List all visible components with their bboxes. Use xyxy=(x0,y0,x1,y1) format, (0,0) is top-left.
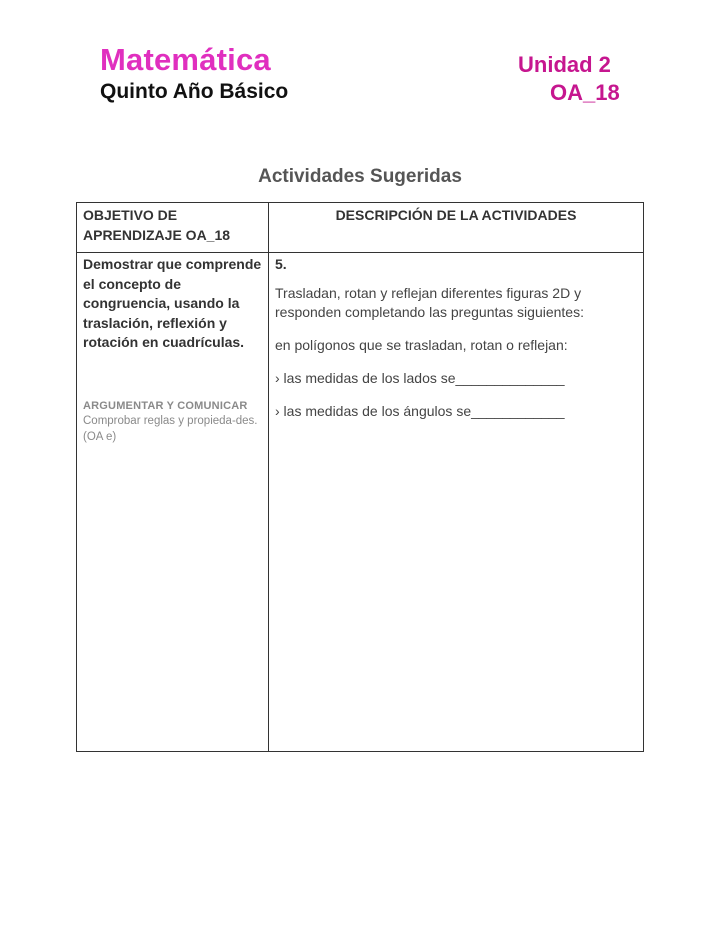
description-cell xyxy=(269,253,644,752)
activity-number: 5. xyxy=(275,256,287,272)
activities-table xyxy=(76,202,644,752)
activity-item-angles: › las medidas de los ángulos se____________ xyxy=(275,403,565,419)
objective-code: OA_18 xyxy=(550,80,620,105)
unit-label: Unidad 2 xyxy=(518,52,611,77)
skill-title: ARGUMENTAR Y COMUNICAR xyxy=(83,399,248,412)
header-description: DESCRIPCIÓN DE LA ACTIVIDADES xyxy=(269,203,644,253)
objective-cell xyxy=(77,253,269,752)
grade-title: Quinto Año Básico xyxy=(100,80,289,103)
activity-item-sides: › las medidas de los lados se______________ xyxy=(275,370,565,386)
activity-prompt: en polígonos que se trasladan, rotan o reflejan: xyxy=(275,337,568,353)
table-row xyxy=(77,253,644,752)
table-header-row xyxy=(77,203,644,253)
header-objective: OBJETIVO DE APRENDIZAJE OA_18 xyxy=(77,203,269,253)
activity-intro: Trasladan, rotan y reflejan diferentes figuras 2D y responden completando las preguntas siguientes: xyxy=(275,285,584,320)
skill-box xyxy=(83,399,262,445)
subject-title: Matemática xyxy=(100,42,271,77)
skill-description: Comprobar reglas y propieda-des. (OA e) xyxy=(83,414,258,443)
section-title: Actividades Sugeridas xyxy=(258,166,462,187)
objective-text: Demostrar que comprende el concepto de congruencia, usando la traslación, reflexión y rotación en cuadrículas. xyxy=(83,256,262,350)
